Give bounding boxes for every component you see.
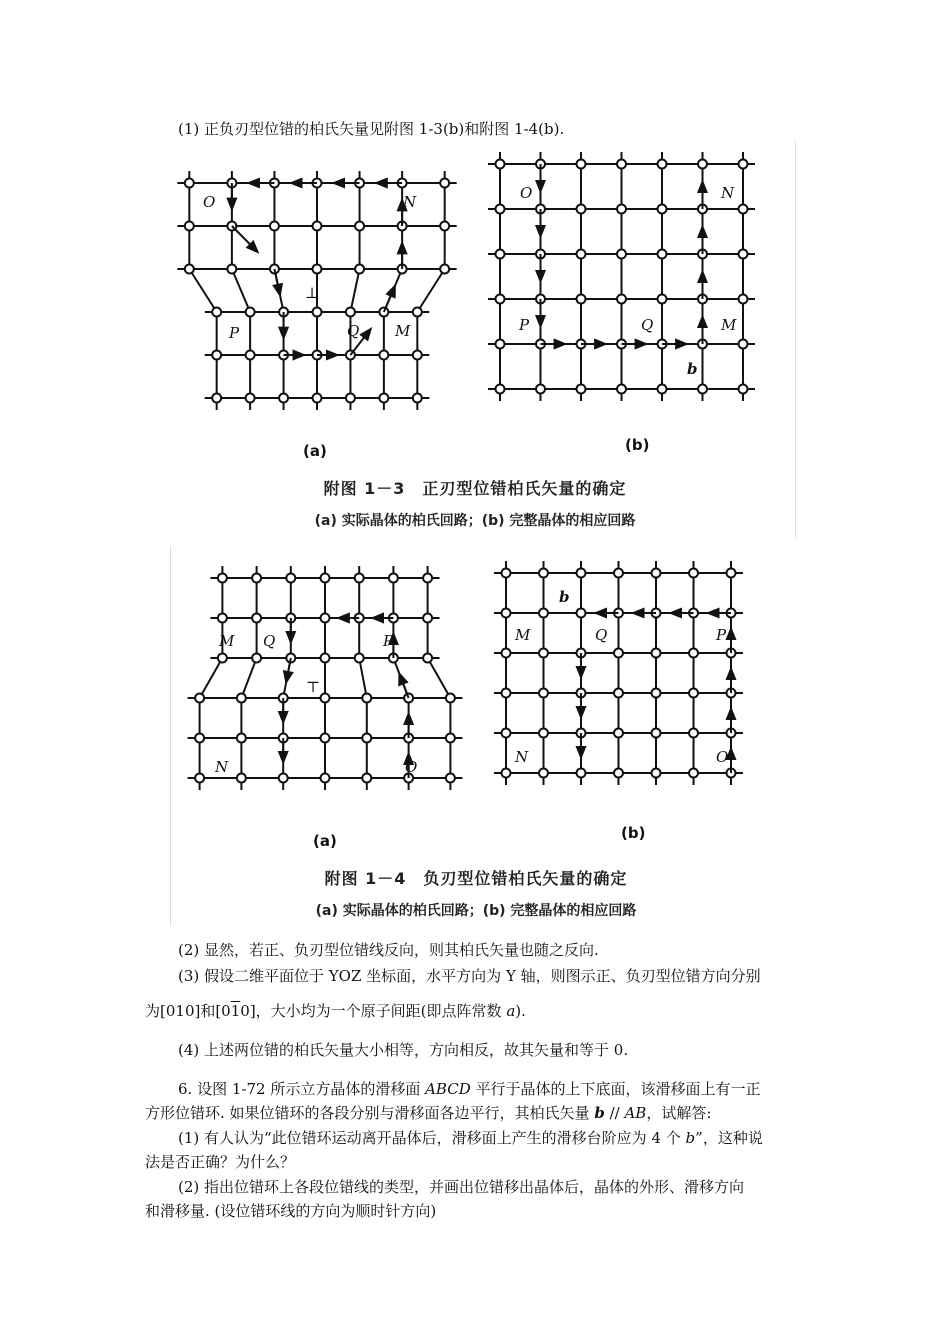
f2a-atom [362,734,371,743]
f2b-atom [652,649,661,658]
f2b-atom [614,769,623,778]
f1b-atom [739,385,748,394]
label-m: M [721,316,737,334]
f2a-atom [237,774,246,783]
f2a-atom [446,774,455,783]
f1a-atom [227,265,236,274]
f1b-atom [658,160,667,169]
f1b-atom [496,295,505,304]
f2a-atom [286,574,295,583]
f2b-atom [689,729,698,738]
label-o: O [716,748,729,766]
f1b-atom [698,160,707,169]
q6-text-4: ，试解答: [646,1104,712,1122]
f2b-atom [577,569,586,578]
label-n: N [403,193,417,211]
f2a-atom [252,654,261,663]
f2a-atom [423,574,432,583]
label-o: O [405,758,418,776]
f1b-atom [577,205,586,214]
q6-1-text-2: ”，这种说 [695,1129,763,1147]
label-p: P [229,324,240,342]
f1a-atom [440,222,449,231]
f1b-atom [658,385,667,394]
f1a-bond [350,269,359,312]
f1a-atom [440,265,449,274]
f2a-atom [355,574,364,583]
f2b-atom [502,689,511,698]
f1b-atom [496,385,505,394]
f2a-atom [362,774,371,783]
f1b-atom [496,160,505,169]
f2a-atom [321,734,330,743]
f2b-atom [689,649,698,658]
f2b-atom [614,649,623,658]
f1a-atom [355,222,364,231]
f1b-atom [536,385,545,394]
f2a-atom [252,574,261,583]
figure-1-4-sublabel-a: (a) [313,832,337,850]
q6-text-3: 方形位错环. 如果位错环的各段分别与滑移面各边平行，其柏氏矢量 [145,1104,595,1122]
f1b-atom [496,340,505,349]
f2a-atom [362,694,371,703]
f2a-bond [428,658,451,698]
paragraph-3-line-2 [145,1001,807,1021]
f1a-atom [440,179,449,188]
dislocation-symbol: ⊤ [306,678,321,696]
q6-1-text-1: (1) 有人认为“此位错环运动离开晶体后，滑移面上产生的滑移台阶应为 4 个 [178,1129,686,1147]
f1b-atom [739,205,748,214]
circuit-arrow [232,226,258,252]
f1b-atom [739,160,748,169]
f1a-atom [313,265,322,274]
f1a-atom [270,222,279,231]
figure-1-3 [155,140,796,538]
f2a-atom [195,774,204,783]
question-6-part-2-line-1: (2) 指出位错环上各段位错线的类型，并画出位错移出晶体后，晶体的外形、滑移方向 [178,1178,745,1196]
f2b-atom [652,569,661,578]
f2a-atom [195,734,204,743]
f2b-atom [539,689,548,698]
f1a-atom [212,308,221,317]
p3-overline-digit: 1 [230,1002,241,1020]
f2a-atom [355,654,364,663]
f1b-atom [739,250,748,259]
f2a-atom [237,734,246,743]
f2b-atom [727,569,736,578]
q6-text-1: 6. 设图 1-72 所示立方晶体的滑移面 [178,1080,426,1098]
f1b-atom [617,295,626,304]
f2b-atom [539,769,548,778]
p3-text-1: 为[010]和[0 [145,1002,231,1020]
q6-burgers-vector: b [594,1104,605,1122]
p3-text-3: ). [515,1002,526,1020]
f2b-atom [614,729,623,738]
f1a-atom [185,222,194,231]
f2a-atom [218,574,227,583]
f2a-atom [195,694,204,703]
f2b-atom [652,689,661,698]
f2a-grid [188,566,463,790]
f1a-atom [313,394,322,403]
figure-1-3-title: 附图 1－3 正刃型位错柏氏矢量的确定 [323,479,627,498]
figure-1-4-subtitle: (a) 实际晶体的柏氏回路；(b) 完整晶体的相应回路 [315,903,637,919]
f1a-atom [313,308,322,317]
f1b-atom [496,205,505,214]
f2b-atom [539,649,548,658]
f2a-atom [218,614,227,623]
f1b-atom [577,160,586,169]
f2b-atom [577,769,586,778]
f1a-atom [413,308,422,317]
figure-1-4-sublabel-b: (b) [621,824,646,842]
f1b-atom [496,250,505,259]
f1a-atom [413,394,422,403]
figure-1-3-sublabel-a: (a) [303,442,327,460]
label-m: M [219,632,235,650]
figure-1-3-subtitle: (a) 实际晶体的柏氏回路；(b) 完整晶体的相应回路 [314,513,636,529]
f1a-bond [417,269,444,312]
label-n: N [721,184,735,202]
f1a-atom [185,265,194,274]
f2a-atom [321,774,330,783]
question-6-line-2 [145,1103,807,1123]
f1b-atom [577,250,586,259]
f1a-atom [346,308,355,317]
f1b-atom [658,295,667,304]
circuit-arrow [399,674,408,698]
f1b-atom [658,205,667,214]
f2b-atom [652,729,661,738]
f2a-atom [279,774,288,783]
f2b-atom [614,569,623,578]
f2b-atom [502,769,511,778]
f2a-atom [321,574,330,583]
f2b-atom [652,769,661,778]
f1a-atom [212,351,221,360]
paragraph-2: (2) 显然，若正、负刃型位错线反向，则其柏氏矢量也随之反向. [178,941,599,959]
q6-plane-abcd: ABCD [425,1080,471,1098]
f2b-grid [494,561,743,785]
f1a-atom [346,394,355,403]
label-q: Q [595,626,608,644]
f2a-atom [321,654,330,663]
f2b-atom [614,689,623,698]
label-b: b [559,588,570,606]
f1a-atom [246,308,255,317]
f2b-atom [502,729,511,738]
f1a-atom [413,351,422,360]
f1b-atom [577,295,586,304]
f2a-bond [241,658,256,698]
label-o: O [520,184,533,202]
q6-text-2: 平行于晶体的上下底面，该滑移面上有一正 [470,1080,761,1098]
f1a-atom [246,351,255,360]
f1a-atom [185,179,194,188]
f2a-atom [389,574,398,583]
label-n: N [215,758,229,776]
label-n: N [515,748,529,766]
circuit-arrow [384,286,395,312]
q6-edge-ab: AB [624,1104,647,1122]
paragraph-1: (1) 正负刃型位错的柏氏矢量见附图 1-3(b)和附图 1-4(b). [178,120,565,138]
f2b-atom [689,689,698,698]
p3-text-2: 0]，大小均为一个原子间距(即点阵常数 [240,1002,507,1020]
f2a-atom [446,734,455,743]
f2b-atom [539,729,548,738]
f2a-bond [359,658,367,698]
f2a-atom [423,654,432,663]
f2a-atom [446,694,455,703]
question-6-part-1-line-2: 法是否正确？为什么？ [145,1153,296,1171]
f2b-atom [539,609,548,618]
f1a-atom [246,394,255,403]
figure-1-4 [170,546,781,926]
figure-1-3-sublabel-b: (b) [625,436,650,454]
paragraph-4: (4) 上述两位错的柏氏矢量大小相等，方向相反，故其矢量和等于 0. [178,1041,629,1059]
f1b-atom [658,250,667,259]
f2a-atom [321,694,330,703]
label-q: Q [263,632,276,650]
f1a-atom [379,351,388,360]
f1b-atom [617,160,626,169]
f1a-atom [279,394,288,403]
question-6-part-2-line-2: 和滑移量. (设位错环线的方向为顺时针方向) [145,1202,437,1220]
f1b-atom [617,385,626,394]
f2b-atom [502,649,511,658]
p3-lattice-constant: a [506,1002,516,1020]
f1a-atom [379,394,388,403]
label-p: P [383,632,394,650]
f2a-atom [252,614,261,623]
f2b-atom [689,769,698,778]
label-q: Q [641,316,654,334]
label-m: M [395,322,411,340]
q6-parallel: // [604,1104,625,1122]
f2b-atom [502,609,511,618]
f2b-atom [539,569,548,578]
q6-1-burgers: b [685,1129,696,1147]
f1a-atom [313,222,322,231]
f2a-atom [321,614,330,623]
f1b-atom [617,205,626,214]
f2a-atom [218,654,227,663]
f1b-atom [617,250,626,259]
question-6-line-1 [178,1079,807,1099]
f1b-atom [739,340,748,349]
question-6-part-1-line-1 [178,1128,807,1148]
label-b: b [687,360,698,378]
paragraph-3-line-1: (3) 假设二维平面位于 YOZ 坐标面，水平方向为 Y 轴，则图示正、负刃型位错方向分别 [178,967,761,985]
figure-1-4-title: 附图 1－4 负刃型位错柏氏矢量的确定 [324,869,628,888]
f1a-bond [232,269,250,312]
f1a-bond [189,269,216,312]
f1a-atom [355,265,364,274]
f2b-atom [577,609,586,618]
f2b-atom [689,569,698,578]
label-q: Q [347,322,360,340]
f1b-atom [577,385,586,394]
f2a-atom [237,694,246,703]
dislocation-symbol: ⊥ [305,284,320,302]
f1a-atom [212,394,221,403]
f2b-atom [502,569,511,578]
label-o: O [203,193,216,211]
f2a-bond [200,658,223,698]
f1b-atom [698,385,707,394]
label-p: P [519,316,530,334]
label-p: P [716,626,727,644]
f2a-atom [423,614,432,623]
f1b-atom [739,295,748,304]
label-m: M [515,626,531,644]
